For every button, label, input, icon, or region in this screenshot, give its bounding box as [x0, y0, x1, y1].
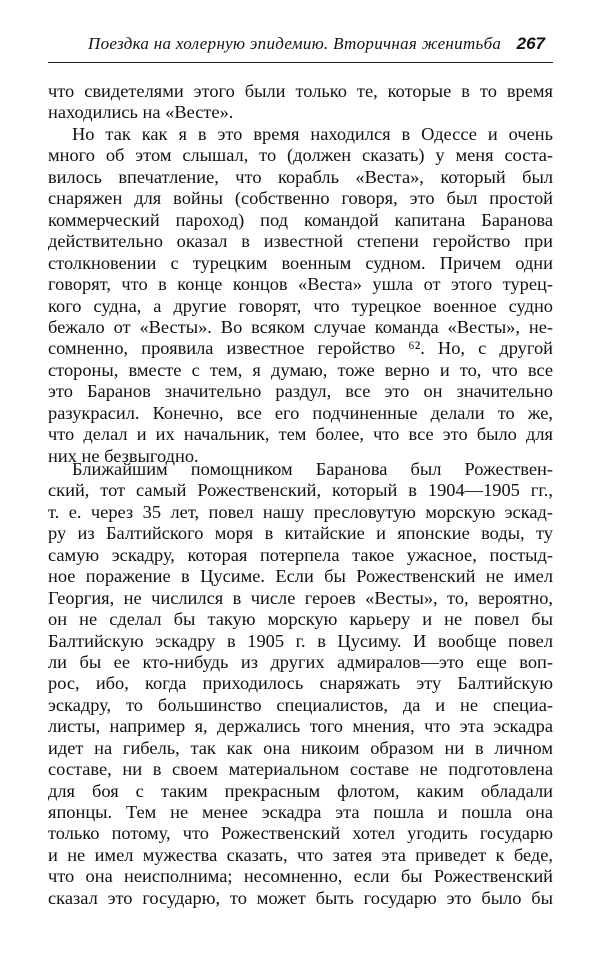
- text-line: говорят, что в конце концов «Веста» ушла от этого турец-: [48, 274, 553, 295]
- text-line: разукрасил. Конечно, все его подчиненные делали то же,: [48, 402, 553, 423]
- running-header: [48, 34, 553, 56]
- running-title: Поездка на холерную эпидемию. Вторичная женитьба: [88, 34, 502, 53]
- text-line: коммерческий пароход) под командой капитана Баранова: [48, 209, 553, 230]
- paragraph-rozhestvensky: [48, 459, 553, 909]
- text-line: рос, ибо, когда приходилось снаряжать эту Балтийскую: [48, 673, 553, 694]
- text-line: находились на «Весте».: [48, 102, 234, 123]
- text-line: Георгия, не числился в числе героев «Весты», то, вероятно,: [48, 587, 553, 608]
- text-line: что она неисполнима; несомненно, если бы Рожественский: [48, 866, 553, 887]
- text-line: сказал это государю, то может быть государю это было бы: [48, 887, 553, 908]
- paragraph-vesta: [48, 124, 553, 467]
- text-line: них не безвыгодно.: [48, 445, 199, 466]
- text-line: самую эскадру, которая потерпела такое ужасное, постыд-: [48, 544, 553, 565]
- text-line: для боя с таким прекрасным флотом, каким обладали: [48, 780, 553, 801]
- text-line: Ближайшим помощником Баранова был Рожествен-: [72, 459, 553, 479]
- text-line: идет на гибель, так как она никоим образом ни в личном: [48, 737, 553, 758]
- text-line: эскадру, то большинство специалистов, да и не специа-: [48, 694, 553, 715]
- text-line: столкновении с турецким военным судном. Причем одни: [48, 252, 553, 273]
- text-line: составе, ни в своем материальном составе не подготовлена: [48, 759, 553, 780]
- text-line: листы, например я, держались того мнения, что эта эскадра: [48, 716, 553, 737]
- text-line: снаряжен для войны (собственно говоря, это был простой: [48, 188, 553, 209]
- text-line: сомненно, проявила известное геройство ⁶². Но, с другой: [48, 338, 553, 359]
- text-line: действительно оказал в известной степени геройство при: [48, 231, 553, 252]
- text-line: только потому, что Рожественский хотел угодить государю: [48, 823, 553, 844]
- text-line: Но так как я в это время находился в Одессе и очень: [72, 124, 553, 144]
- text-line: он не сделал бы такую морскую карьеру и не повел бы: [48, 609, 553, 630]
- text-line: ли бы ее кто-нибудь из других адмиралов—это еще воп-: [48, 651, 553, 672]
- header-rule: [48, 62, 553, 63]
- text-line: что делал и их начальник, тем более, что все это было для: [48, 424, 553, 445]
- text-line: кого судна, а другие говорят, что турецкое военное судно: [48, 295, 553, 316]
- text-line: ский, тот самый Рожественский, который в 1904—1905 гг.,: [48, 480, 553, 501]
- text-line: японцы. Тем не менее эскадра эта пошла и пошла она: [48, 802, 553, 822]
- text-line: стороны, вместе с тем, я думаю, тоже верно и то, что все: [48, 359, 553, 380]
- text-line: ру из Балтийского моря в китайские и японские воды, ту: [48, 523, 553, 544]
- page-number: 267: [516, 34, 545, 53]
- text-line: и не имел мужества сказать, что затея эта приведет к беде,: [48, 844, 553, 865]
- text-line: вилось впечатление, что корабль «Веста», который был: [48, 166, 553, 187]
- text-line: много об этом слышал, то (должен сказать) у меня соста-: [48, 145, 553, 166]
- text-line: это Баранов значительно раздул, все это он значительно: [48, 381, 553, 402]
- text-line: ное поражение в Цусиме. Если бы Рожественский не имел: [48, 566, 553, 587]
- text-line: Балтийскую эскадру в 1905 г. в Цусиму. И вообще повел: [48, 630, 553, 651]
- paragraph-continuation: [48, 81, 553, 124]
- text-line: т. е. через 35 лет, повел нашу пресловутую морскую эскад-: [48, 501, 553, 522]
- text-line: что свидетелями этого были только те, которые в то время: [48, 81, 553, 101]
- text-line: бежало от «Весты». Во всяком случае команда «Весты», не-: [48, 316, 553, 337]
